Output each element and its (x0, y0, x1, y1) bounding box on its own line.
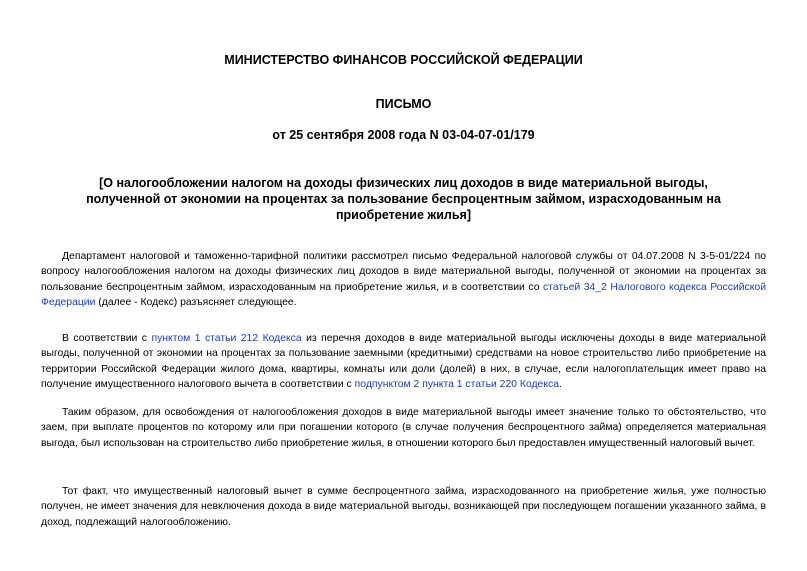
paragraph-2 (41, 331, 766, 392)
paragraph-1-text-2: (далее - Кодекс) разъясняет следующее. (95, 296, 297, 308)
paragraph-2-text-2: из перечня доходов в виде материальной выгоды исключены доходы в виде материальной выгоды, полученной от экономии на процентах за пользование заемными (кредитными) средствами на новое строительство либо приобретение на территории Российской Федерации жилого дома, квартиры, комнаты или доли (долей) в них, в случае, если налогоплательщик имеет право на получение имущественного налогового вычета в соответствии с (41, 333, 766, 390)
paragraph-4 (41, 484, 766, 530)
link-article-220-subpoint-2[interactable]: подпунктом 2 пункта 1 статьи 220 Кодекса (354, 378, 559, 390)
paragraph-2-text-3: . (558, 378, 562, 390)
paragraph-1-text-1: Департамент налоговой и таможенно-тарифной политики рассмотрел письмо Федеральной налоговой службы от 04.07.2008 N 3-5-01/224 по вопросу налогообложения налогом на доходы физических лиц доходов в виде материальной выгоды, полученной от экономии на процентах за пользование беспроцентным займом, израсходованным на приобретение жилья, и в соответствии со (41, 251, 766, 293)
paragraph-2-text-1: В соответствии с (62, 333, 152, 344)
document-type-heading: ПИСЬМО (375, 97, 432, 111)
document-title: [О налогообложении налогом на доходы физических лиц доходов в виде материальной выгоды, полученной от экономии на процентах за пользование беспроцентным займом, израсходованным на приобретение жилья] (86, 176, 721, 222)
link-article-212-point-1[interactable]: пунктом 1 статьи 212 Кодекса (151, 333, 302, 344)
paragraph-1 (41, 249, 766, 310)
link-article-34-2-tax-code[interactable]: статьей 34_2 Налогового кодекса Российской Федерации (41, 281, 766, 308)
paragraph-4-text-1: Тот факт, что имущественный налоговый вычет в сумме беспроцентного займа, израсходованного на приобретение жилья, уже полностью получен, не имеет значения для невключения дохода в виде материальной выгоды, возникающей при последующем погашении указанного займа, в доход, подлежащий налогообложению. (41, 486, 766, 528)
ministry-heading: МИНИСТЕРСТВО ФИНАНСОВ РОССИЙСКОЙ ФЕДЕРАЦИИ (224, 53, 583, 67)
paragraph-3-text-1: Таким образом, для освобождения от налогообложения доходов в виде материальной выгоды имеет значение только то обстоятельство, что заем, при выплате процентов по которому или при погашении которого (в случае получения беспроцентного займа) определяется материальная выгода, был использован на строительство либо приобретение жилья, в отношении которого был предоставлен имущественный налоговый вычет. (41, 407, 766, 449)
paragraph-3 (41, 405, 766, 451)
document-date-number: от 25 сентября 2008 года N 03-04-07-01/179 (272, 128, 535, 142)
